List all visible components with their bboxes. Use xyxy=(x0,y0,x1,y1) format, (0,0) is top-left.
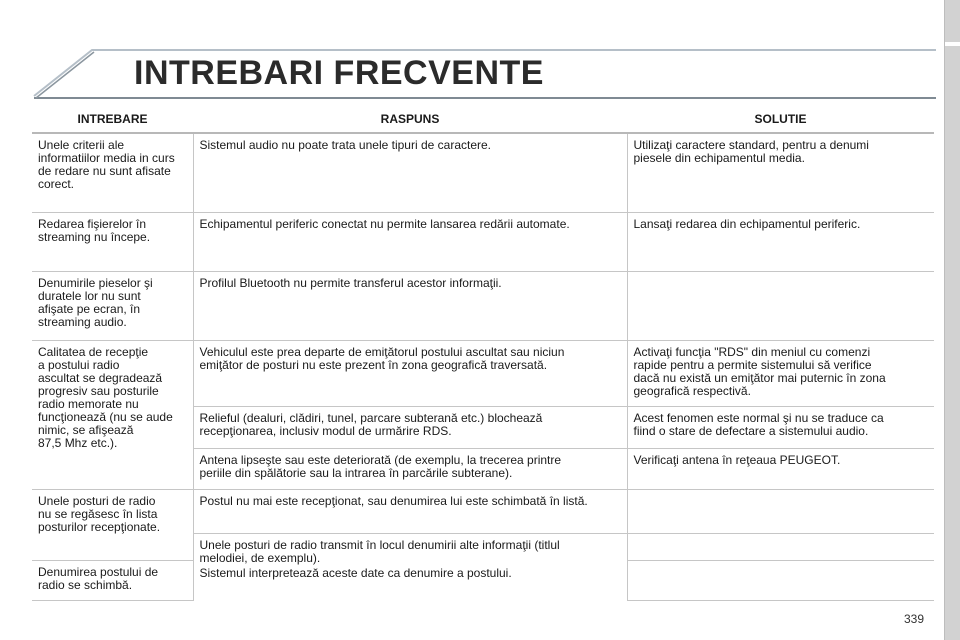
solution-cell xyxy=(627,212,934,271)
answer-text: Echipamentul periferic conectat nu permite lansarea redării automate. xyxy=(199,216,570,231)
page-edge-notch xyxy=(945,42,960,46)
column-header-solution: SOLUTIE xyxy=(627,106,934,133)
table-row xyxy=(32,271,934,340)
question-cell xyxy=(32,133,193,212)
solution-text: Lansaţi redarea din echipamentul periferic. xyxy=(633,216,861,231)
table-row xyxy=(32,133,934,212)
solution-cell xyxy=(627,271,934,340)
question-cell xyxy=(32,271,193,340)
answer-text: Unele posturi de radio transmit în locul denumirii alte informaţii (titlul melodiei, de exemplu). xyxy=(199,537,560,565)
table-row xyxy=(32,340,934,406)
answer-text: Sistemul interpretează aceste date ca denumire a postului. xyxy=(199,565,512,580)
answer-text: Relieful (dealuri, clădiri, tunel, parcare subterană etc.) blochează recepţionarea, inclusiv modul de urmărire RDS. xyxy=(199,410,543,438)
table-row xyxy=(32,489,934,533)
solution-cell xyxy=(627,406,934,448)
question-cell xyxy=(32,212,193,271)
solution-cell xyxy=(627,560,934,600)
answer-cell xyxy=(193,133,627,212)
solution-text: Utilizaţi caractere standard, pentru a denumi piesele din echipamentul media. xyxy=(633,138,869,165)
question-cell xyxy=(32,560,193,600)
question-cell xyxy=(32,489,193,560)
column-header-question: INTREBARE xyxy=(32,106,193,133)
answer-cell xyxy=(193,448,627,489)
answer-cell xyxy=(193,271,627,340)
answer-cell xyxy=(193,340,627,406)
page-title: INTREBARI FRECVENTE xyxy=(134,54,544,92)
question-text: Denumirea postului de radio se schimbă. xyxy=(38,564,159,592)
answer-text: Postul nu mai este recepţionat, sau denumirea lui este schimbată în listă. xyxy=(199,493,588,508)
answer-text: Antena lipseşte sau este deteriorată (de exemplu, la trecerea printre periile din spălătorie sau la intrarea în parcările subterane). xyxy=(199,452,562,480)
question-text: Redarea fişierelor în streaming nu începe. xyxy=(38,216,151,244)
column-header-answer: RASPUNS xyxy=(193,106,627,133)
question-cell xyxy=(32,340,193,489)
table-header-row xyxy=(32,106,934,133)
answer-text: Profilul Bluetooth nu permite transferul acestor informaţii. xyxy=(199,275,502,290)
page-number: 339 xyxy=(904,612,925,626)
question-text: Unele criterii ale informatiilor media in curs de redare nu sunt afisate corect. xyxy=(38,138,175,191)
question-text: Calitatea de recepţie a postului radio ascultat se degradează progresiv sau posturile radio memorate nu funcţionează (nu se aude nimic, se afişează 87,5 Mhz etc.). xyxy=(38,344,173,450)
answer-cell xyxy=(193,489,627,533)
answer-cell xyxy=(193,533,627,600)
question-text: Unele posturi de radio nu se regăsesc în lista posturilor recepţionate. xyxy=(38,493,161,534)
solution-cell xyxy=(627,340,934,406)
solution-text: Verificaţi antena în reţeaua PEUGEOT. xyxy=(633,452,841,467)
solution-cell xyxy=(627,533,934,560)
title-banner xyxy=(30,46,936,100)
faq-table xyxy=(32,106,934,601)
answer-text: Vehiculul este prea departe de emiţătorul postului ascultat sau niciun emiţător de posturi nu este prezent în zona geografică traversată. xyxy=(199,344,565,372)
solution-cell xyxy=(627,489,934,533)
page-edge-strip xyxy=(944,0,960,640)
solution-text: Acest fenomen este normal şi nu se traduce ca fiind o stare de defectare a sistemului audio. xyxy=(633,410,884,438)
solution-text: Activaţi funcţia "RDS" din meniul cu comenzi rapide pentru a permite sistemului să verifice dacă nu există un emiţător mai puternic în zona geografică respectivă. xyxy=(633,344,886,398)
question-text: Denumirile pieselor şi duratele lor nu sunt afişate pe ecran, în streaming audio. xyxy=(38,275,153,329)
answer-cell xyxy=(193,212,627,271)
table-row xyxy=(32,212,934,271)
answer-cell xyxy=(193,406,627,448)
answer-text: Sistemul audio nu poate trata unele tipuri de caractere. xyxy=(199,138,492,152)
solution-cell xyxy=(627,448,934,489)
solution-cell xyxy=(627,133,934,212)
